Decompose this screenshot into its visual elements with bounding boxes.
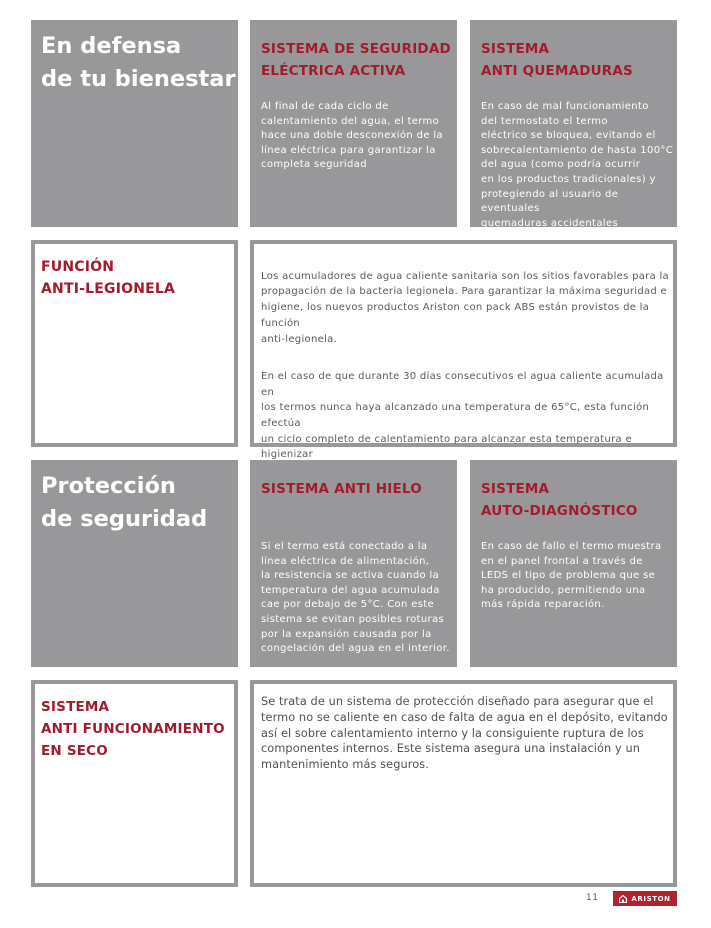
card-body-anti-freeze: Si el termo está conectado a la línea eléctrica de alimentación, la resistencia se activa cuando la temperatura del agua acumulada cae por debajo de 5°C. Con este sistema se evitan posibles roturas por la expansión causada por la congelación del agua en el interior. (261, 541, 450, 655)
card-anti-freeze (250, 460, 457, 667)
card-heading-self-diagnosis: SISTEMA AUTO-DIAGNÓSTICO (481, 481, 638, 519)
section-title-wellbeing: En defensa de tu bienestar (41, 33, 236, 92)
legionella-text-box (250, 240, 677, 461)
legionella-text (261, 253, 673, 495)
card-body-anti-burn: En caso de mal funcionamiento del termostato el termo eléctrico se bloquea, evitando el sobrecalentamiento de hasta 100°C del agua (como podría ocurrir en los productos tradicionales) y protegiendo al usuario de eventuales quemaduras accidentales (481, 101, 674, 229)
legionella-heading-box (31, 240, 238, 447)
card-self-diagnosis (470, 460, 677, 667)
card-heading-anti-freeze: SISTEMA ANTI HIELO (261, 481, 422, 497)
house-icon (619, 895, 627, 903)
section-title-protection: Protección de seguridad (41, 473, 208, 532)
legionella-heading: FUNCIÓN ANTI-LEGIONELA (41, 259, 176, 297)
intro-panel-protection (31, 460, 238, 667)
legionella-paragraph-2: En el caso de que durante 30 días consecutivos el agua caliente acumulada en los termos nunca haya alcanzado una temperatura de 65°C, esta función efectúa un ciclo completo de calentamiento para alcanzar esta temperatura e higienizar (261, 370, 664, 461)
card-body-electrical-safety: Al final de cada ciclo de calentamiento del agua, el termo hace una doble desconexión de la línea eléctrica para garantizar la completa seguridad (261, 101, 443, 171)
card-heading-electrical-safety: SISTEMA DE SEGURIDAD ELÉCTRICA ACTIVA (261, 41, 451, 79)
dry-run-text: Se trata de un sistema de protección diseñado para asegurar que el termo no se caliente en caso de falta de agua en el depósito, evitando así el sobre calentamiento interno y la consiguiente ruptura de los componentes internos. Este sistema asegura una instalación y un mantenimiento más seguros. (261, 695, 668, 772)
dry-run-text-box (250, 680, 677, 887)
card-electrical-safety (250, 20, 457, 227)
logo-wordmark: ARISTON (631, 894, 671, 903)
legionella-paragraph-1: Los acumuladores de agua caliente sanitaria son los sitios favorables para la propagación de la bacteria legionela. Para garantizar la máxima seguridad e higiene, los nuevos productos Ariston con pack ABS están provistos de la función anti-legionela. (261, 270, 669, 345)
page-number: 11 (586, 893, 599, 903)
ariston-logo (613, 891, 677, 906)
card-body-self-diagnosis: En caso de fallo el termo muestra en el panel frontal a través de LEDS el tipo de problema que se ha producido, permitiendo una más rápida reparación. (481, 541, 662, 611)
card-heading-anti-burn: SISTEMA ANTI QUEMADURAS (481, 41, 633, 79)
dry-run-heading: SISTEMA ANTI FUNCIONAMIENTO EN SECO (41, 699, 225, 759)
card-anti-burn (470, 20, 677, 227)
dry-run-heading-box (31, 680, 238, 887)
intro-panel-wellbeing (31, 20, 238, 227)
